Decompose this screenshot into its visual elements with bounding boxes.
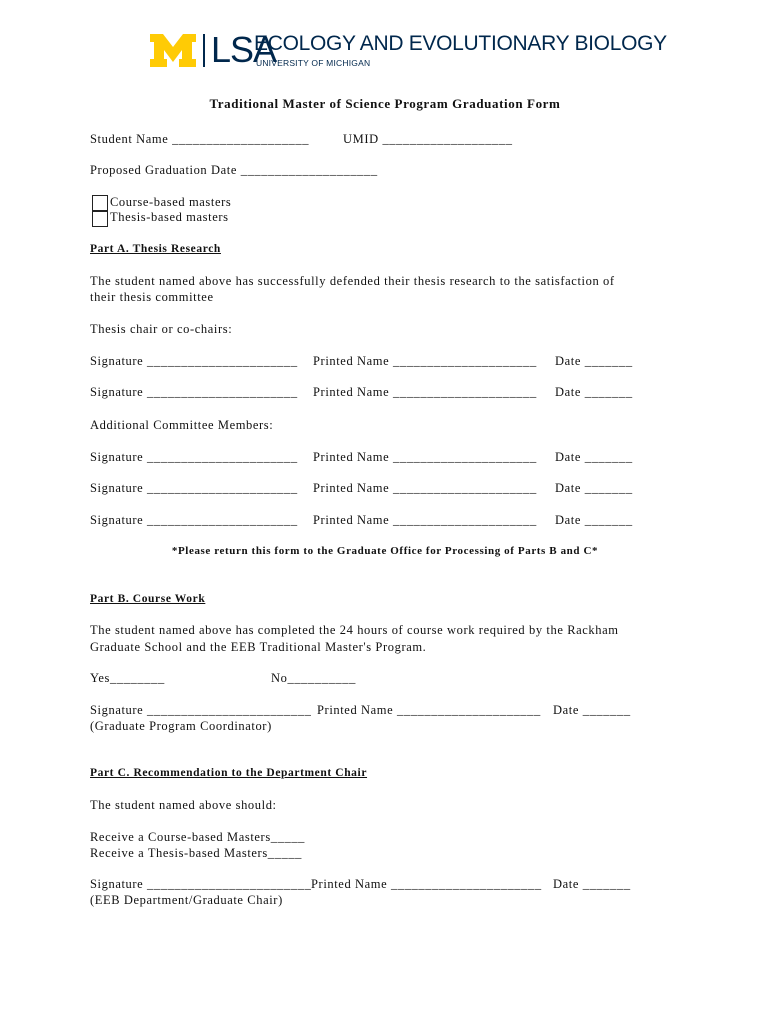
part-b-heading: Part B. Course Work	[90, 593, 206, 605]
chair-printed-name-field[interactable]: Printed Name ______________________	[311, 877, 542, 891]
logo-divider	[203, 34, 205, 67]
course-based-label: Course-based masters	[110, 195, 232, 209]
part-b-text-line1: The student named above has completed the 24 hours of course work required by the Rackham	[90, 623, 619, 637]
thesis-based-label: Thesis-based masters	[110, 210, 229, 224]
coordinator-printed-name-field[interactable]: Printed Name _____________________	[317, 703, 541, 717]
coursework-no-field[interactable]: No__________	[271, 671, 356, 685]
chair1-signature-field[interactable]: Signature ______________________	[90, 354, 298, 368]
part-a-text-line1: The student named above has successfully defended their thesis research to the satisfaction of	[90, 274, 615, 288]
member3-signature-field[interactable]: Signature ______________________	[90, 513, 298, 527]
chair2-date-field[interactable]: Date _______	[555, 385, 633, 399]
university-name: UNIVERSITY OF MICHIGAN	[256, 58, 371, 68]
coordinator-role-label: (Graduate Program Coordinator)	[90, 719, 272, 733]
thesis-based-recommendation-field[interactable]: Receive a Thesis-based Masters_____	[90, 846, 303, 860]
chair-date-field[interactable]: Date _______	[553, 877, 631, 891]
thesis-chairs-label: Thesis chair or co-chairs:	[90, 322, 233, 336]
form-title: Traditional Master of Science Program Graduation Form	[209, 96, 561, 111]
department-name: ECOLOGY AND EVOLUTIONARY BIOLOGY	[254, 32, 667, 55]
chair-signature-field[interactable]: Signature ________________________	[90, 877, 312, 891]
lsa-wordmark: LSA	[211, 29, 277, 70]
block-m-logo	[150, 34, 196, 67]
member1-printed-name-field[interactable]: Printed Name _____________________	[313, 450, 537, 464]
member2-printed-name-field[interactable]: Printed Name _____________________	[313, 481, 537, 495]
member1-date-field[interactable]: Date _______	[555, 450, 633, 464]
coordinator-signature-field[interactable]: Signature ________________________	[90, 703, 312, 717]
chair1-date-field[interactable]: Date _______	[555, 354, 633, 368]
return-notice: *Please return this form to the Graduate Office for Processing of Parts B and C*	[171, 545, 599, 557]
part-a-text-line2: their thesis committee	[90, 290, 214, 304]
student-name-field[interactable]: Student Name ____________________	[90, 132, 310, 146]
committee-members-label: Additional Committee Members:	[90, 418, 274, 432]
member1-signature-field[interactable]: Signature ______________________	[90, 450, 298, 464]
chair-role-label: (EEB Department/Graduate Chair)	[90, 893, 283, 907]
chair2-signature-field[interactable]: Signature ______________________	[90, 385, 298, 399]
coursework-yes-field[interactable]: Yes________	[90, 671, 165, 685]
part-a-heading: Part A. Thesis Research	[90, 243, 221, 255]
coordinator-date-field[interactable]: Date _______	[553, 703, 631, 717]
member3-date-field[interactable]: Date _______	[555, 513, 633, 527]
member2-signature-field[interactable]: Signature ______________________	[90, 481, 298, 495]
member3-printed-name-field[interactable]: Printed Name _____________________	[313, 513, 537, 527]
graduation-date-field[interactable]: Proposed Graduation Date ____________________	[90, 163, 378, 177]
part-c-text: The student named above should:	[90, 798, 277, 812]
chair1-printed-name-field[interactable]: Printed Name _____________________	[313, 354, 537, 368]
thesis-based-checkbox[interactable]	[92, 211, 108, 227]
course-based-recommendation-field[interactable]: Receive a Course-based Masters_____	[90, 830, 306, 844]
course-based-checkbox[interactable]	[92, 195, 108, 211]
part-b-text-line2: Graduate School and the EEB Traditional Master's Program.	[90, 640, 427, 654]
chair2-printed-name-field[interactable]: Printed Name _____________________	[313, 385, 537, 399]
member2-date-field[interactable]: Date _______	[555, 481, 633, 495]
umid-field[interactable]: UMID ___________________	[343, 132, 513, 146]
part-c-heading: Part C. Recommendation to the Department Chair	[90, 767, 368, 779]
